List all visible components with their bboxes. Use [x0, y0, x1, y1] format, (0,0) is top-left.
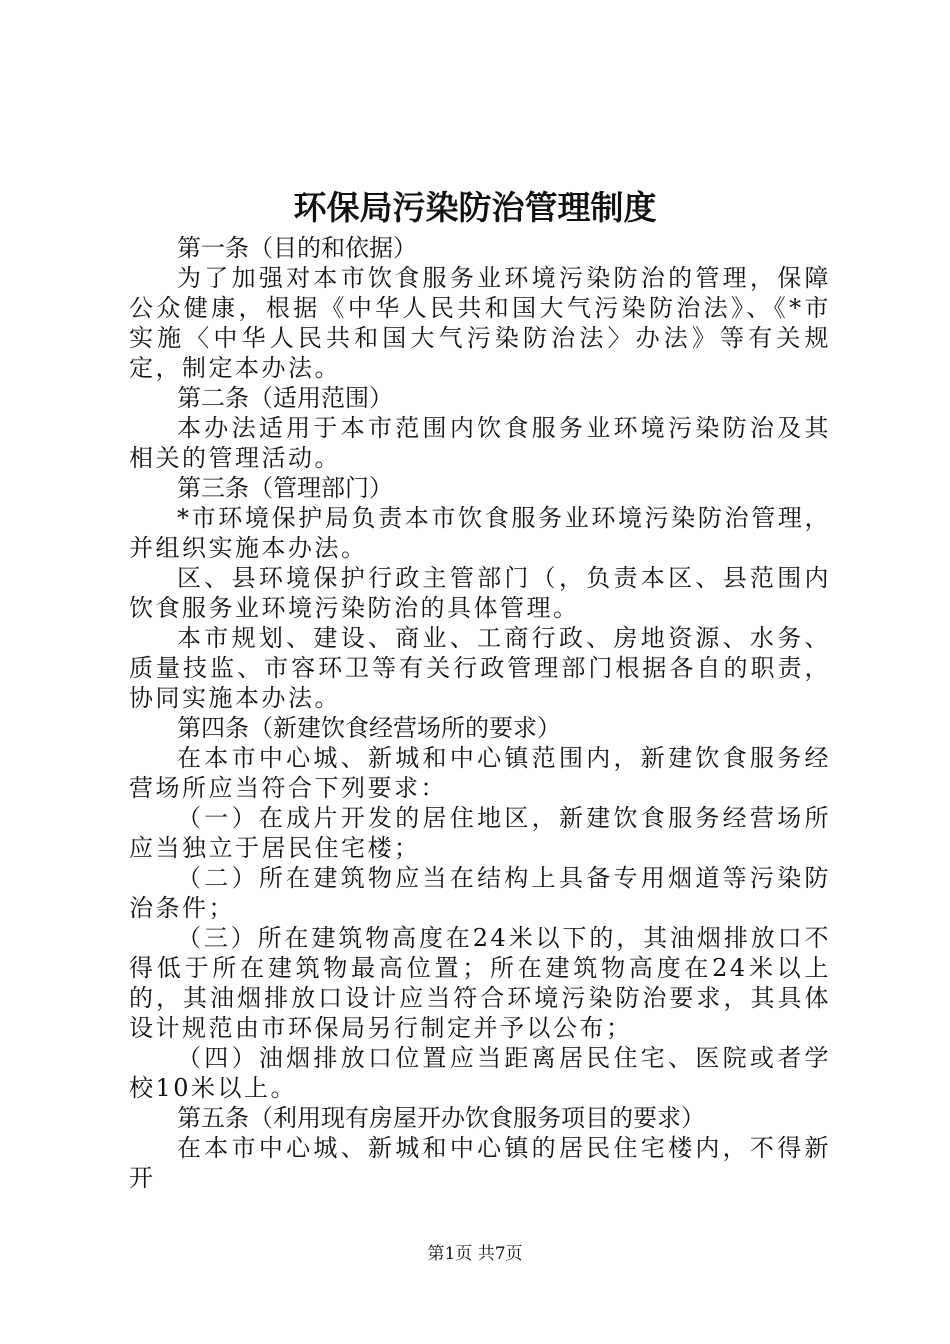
list-item-paragraph: （一）在成片开发的居住地区，新建饮食服务经营场所应当独立于居民住宅楼； — [129, 804, 831, 862]
list-item-paragraph: （四）油烟排放口位置应当距离居民住宅、医院或者学校10米以上。 — [129, 1044, 831, 1102]
document-body — [129, 233, 831, 1193]
paragraph: 本办法适用于本市范围内饮食服务业环境污染防治及其相关的管理活动。 — [129, 414, 831, 472]
article-heading: 第四条（新建饮食经营场所的要求） — [177, 714, 561, 742]
paragraph: *市环境保护局负责本市饮食服务业环境污染防治管理，并组织实施本办法。 — [129, 504, 831, 562]
paragraph: 本市规划、建设、商业、工商行政、房地资源、水务、质量技监、市容环卫等有关行政管理部门根据各自的职责，协同实施本办法。 — [129, 624, 831, 712]
document-title: 环保局污染防治管理制度 — [293, 188, 657, 227]
article-heading: 第三条（管理部门） — [177, 474, 393, 502]
paragraph: 为了加强对本市饮食服务业环境污染防治的管理，保障公众健康，根据《中华人民共和国大气污染防治法》、《*市实施〈中华人民共和国大气污染防治法〉办法》等有关规定，制定本办法。 — [129, 264, 831, 382]
paragraph: 区、县环境保护行政主管部门（，负责本区、县范围内饮食服务业环境污染防治的具体管理。 — [129, 564, 831, 622]
list-item-paragraph: （三）所在建筑物高度在24米以下的，其油烟排放口不得低于所在建筑物最高位置；所在建筑物高度在24米以上的，其油烟排放口设计应当符合环境污染防治要求，其具体设计规范由市环保局另行制定并予以公布； — [129, 924, 831, 1042]
article-heading: 第一条（目的和依据） — [177, 234, 417, 262]
paragraph: 在本市中心城、新城和中心镇范围内，新建饮食服务经营场所应当符合下列要求： — [129, 744, 831, 802]
article-heading: 第二条（适用范围） — [177, 384, 393, 412]
article-heading: 第五条（利用现有房屋开办饮食服务项目的要求） — [177, 1104, 705, 1132]
paragraph: 在本市中心城、新城和中心镇的居民住宅楼内，不得新开 — [129, 1134, 831, 1192]
page-number-footer: 第1页 共7页 — [427, 1244, 523, 1264]
list-item-paragraph: （二）所在建筑物应当在结构上具备专用烟道等污染防治条件； — [129, 864, 831, 922]
